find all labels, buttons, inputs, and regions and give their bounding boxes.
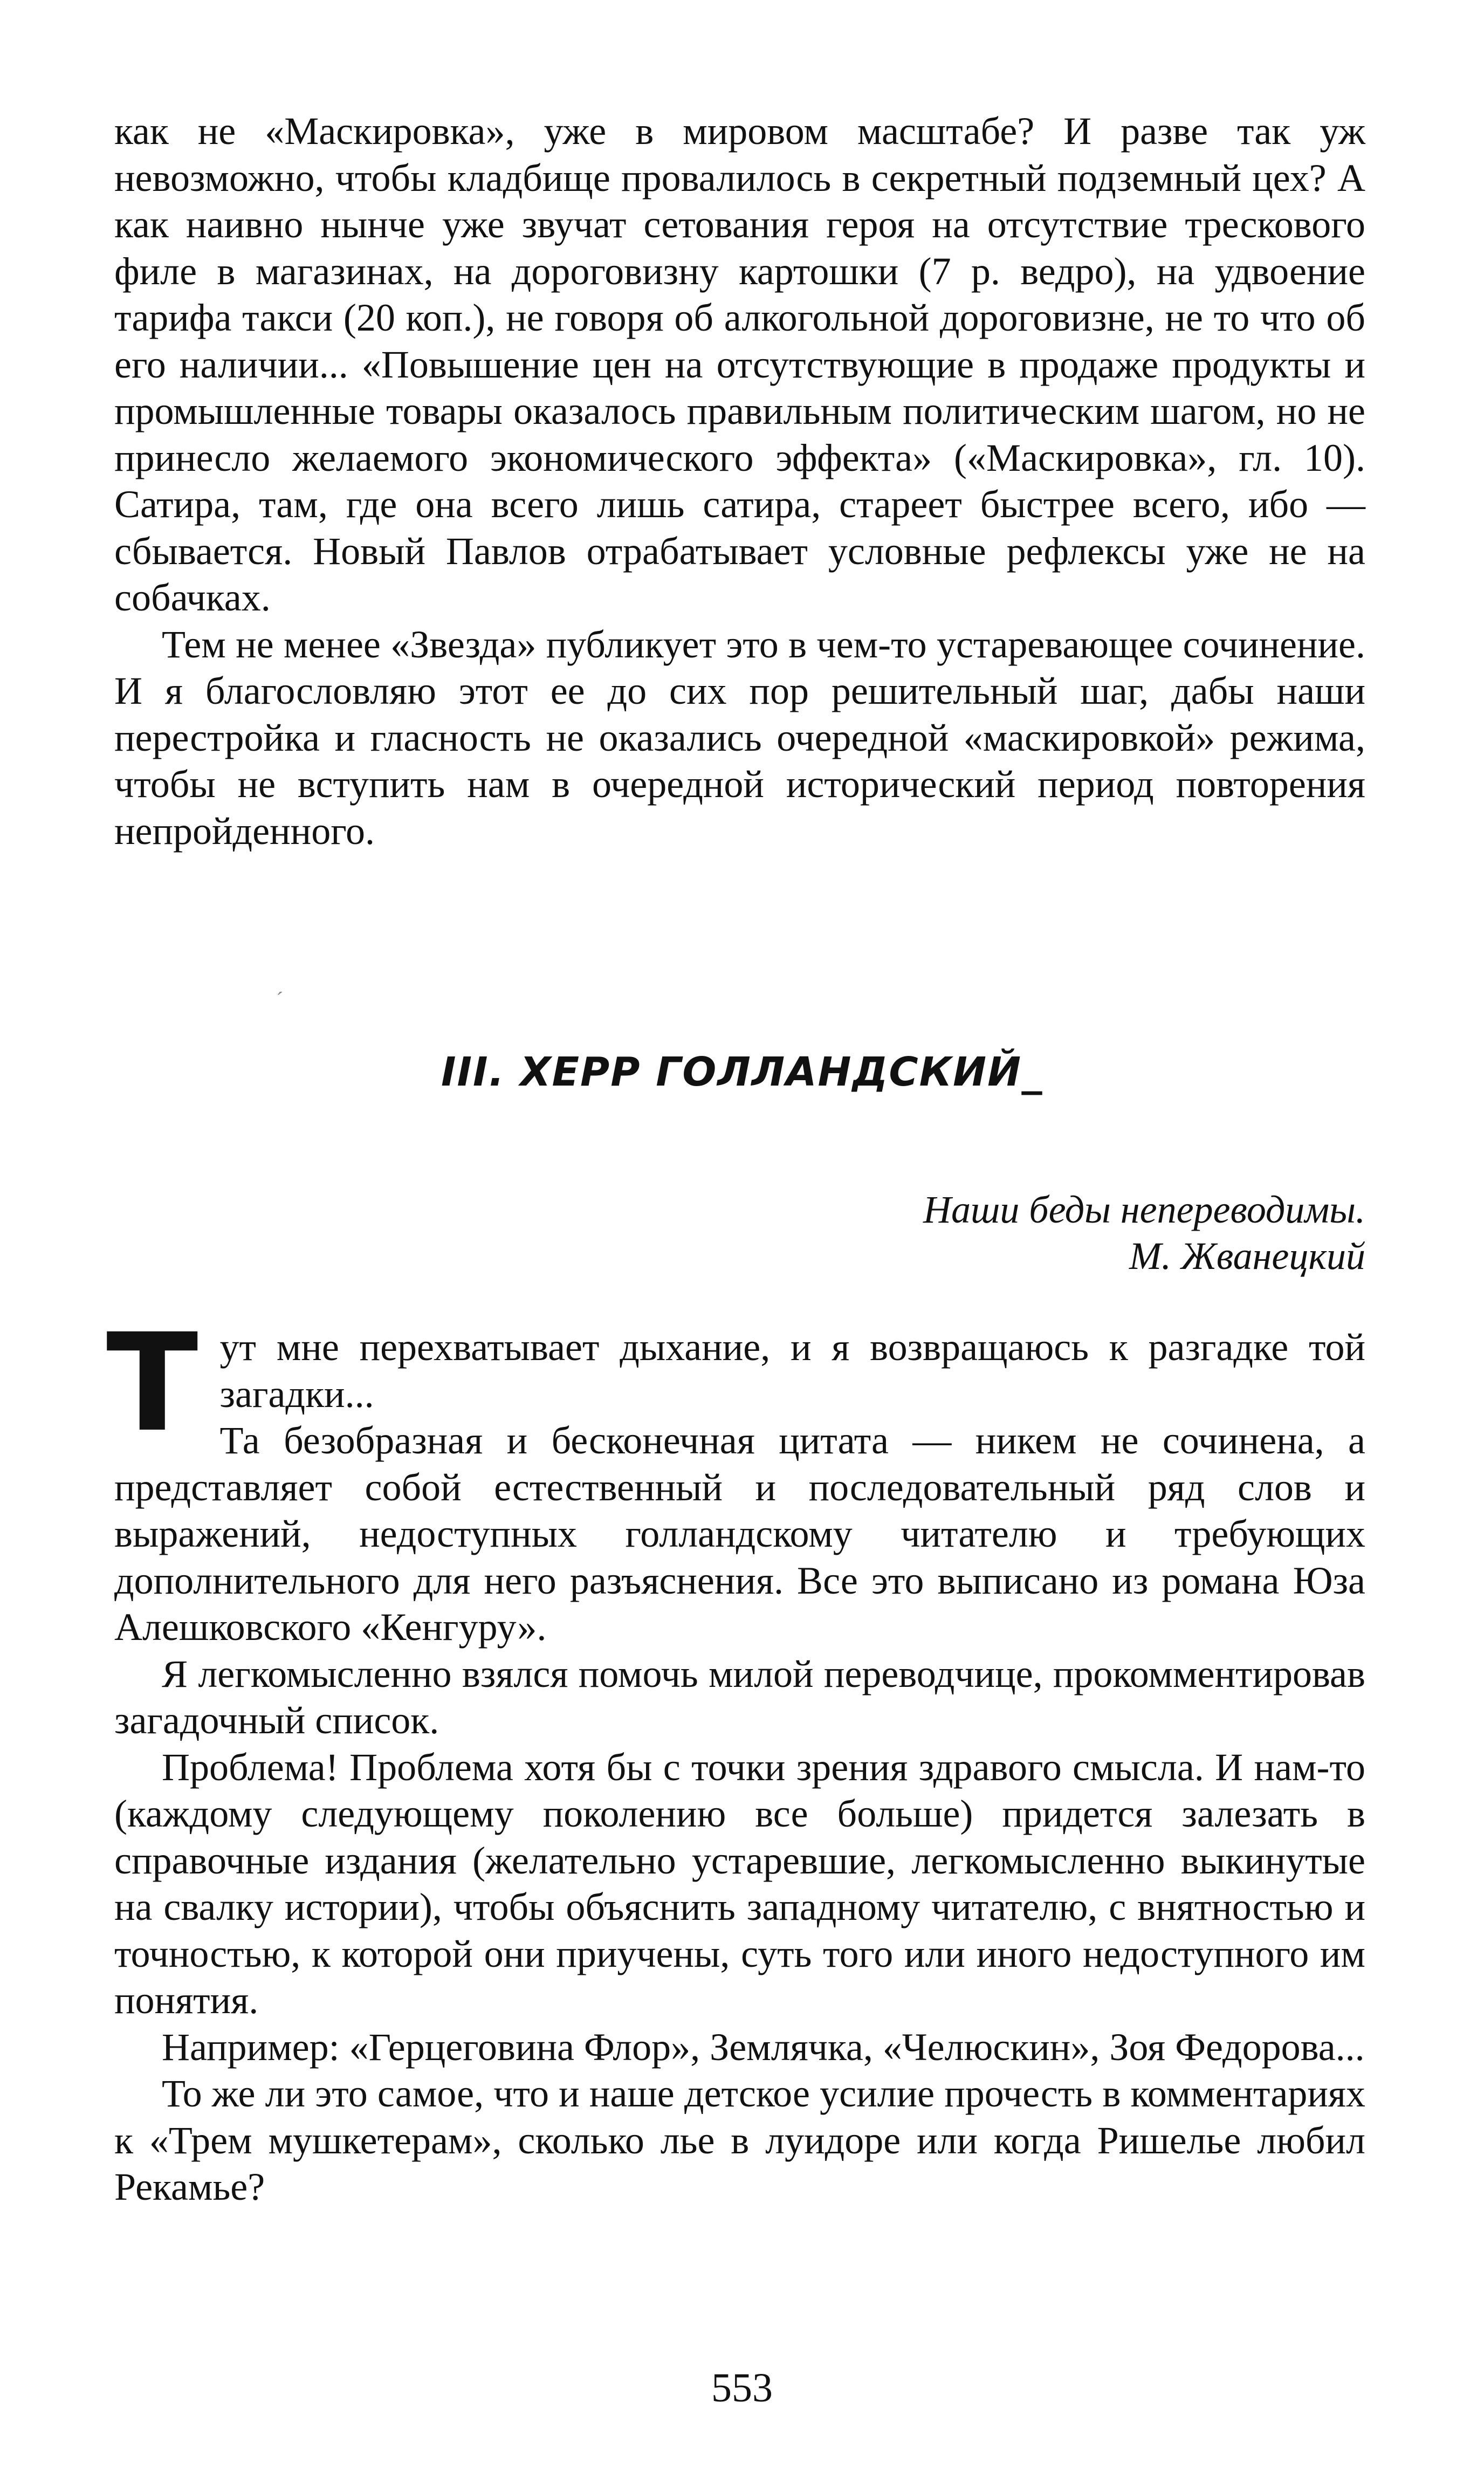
- drop-cap: Т: [106, 1305, 198, 1461]
- paragraph: как не «Маскировка», уже в мировом масштабе? И разве так уж невозможно, чтобы кладбище провалилось в секретный подземный цех? А как наивно нынче уже звучат сетования героя на отсутствие трескового филе в магазинах, на дороговизну картошки (7 р. ведро), на удвоение тарифа такси (20 коп.), не говоря об алкогольной дороговизне, не то что об его наличии... «Повышение цен на отсутствующие в продаже продукты и промышленные товары оказалось правильным политическим шагом, но не принесло желаемого экономического эффекта» («Маскировка», гл. 10). Сатира, там, где она всего лишь сатира, стареет быстрее всего, ибо — сбывается. Новый Павлов отрабатывает условные рефлексы уже не на собачках.: [114, 109, 1365, 619]
- stray-mark: ˊ: [276, 987, 284, 1012]
- paragraph: Я легкомысленно взялся помочь милой переводчице, прокомментировав загадочный список.: [114, 1652, 1365, 1742]
- epigraph-quote: Наши беды непереводимы.: [923, 1188, 1365, 1231]
- paragraph: Тем не менее «Звезда» публикует это в чем-то устаревающее сочинение. И я благословляю этот ее до сих пор решительный шаг, дабы наши перестройка и гласность не оказались очередной «маскировкой» режима, чтобы не вступить нам в очередной исторический период повторения непройденного.: [114, 622, 1365, 853]
- page-number: 553: [711, 2365, 773, 2411]
- paragraph: Проблема! Проблема хотя бы с точки зрения здравого смысла. И нам-то (каждому следующему поколению все больше) придется залезать в справочные издания (желательно устаревшие, легкомысленно выкинутые на свалку истории), чтобы объяснить западному читателю, с внятностью и точностью, к которой они приучены, суть того или иного недоступного им понятия.: [114, 1745, 1365, 2022]
- paragraph: Например: «Герцеговина Флор», Землячка, «Челюскин», Зоя Федорова...: [162, 2025, 1365, 2069]
- paragraph-first: [106, 1305, 1365, 1461]
- epigraph-author: М. Жванецкий: [1129, 1234, 1365, 1278]
- paragraph: Та безобразная и бесконечная цитата — никем не сочинена, а представляет собой естественный и последовательный ряд слов и выражений, недоступных голландскому читателю и требующих дополнительного для него разъяснения. Все это выписано из романа Юза Алешковского «Кенгуру».: [114, 1419, 1365, 1649]
- first-paragraph-text: ут мне перехватывает дыхание, и я возвращаюсь к разгадке той загадки...: [219, 1326, 1365, 1416]
- chapter-heading: III. ХЕРР ГОЛЛАНДСКИЙ_: [441, 1049, 1043, 1095]
- chapter-text: [106, 1305, 1365, 2211]
- continued-text: [114, 108, 1365, 854]
- epigraph: [923, 1186, 1365, 1279]
- paragraph: То же ли это самое, что и наше детское усилие прочесть в комментариях к «Трем мушкетерам», сколько лье в луидоре или когда Ришелье любил Рекамье?: [114, 2072, 1365, 2208]
